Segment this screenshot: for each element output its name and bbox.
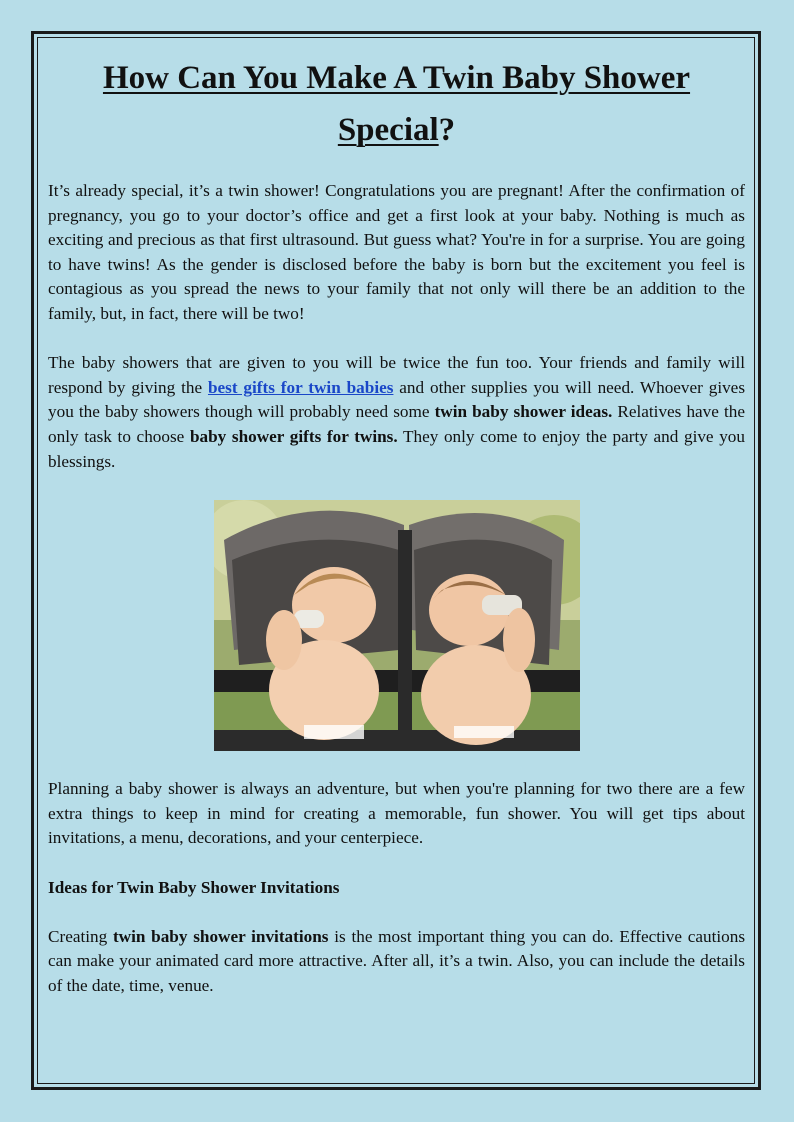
text-run: Relatives have the only task to choose xyxy=(48,402,745,446)
showers-paragraph xyxy=(48,351,745,474)
twin-babies-stroller-photo xyxy=(214,500,580,751)
page-title-text: How Can You Make A Twin Baby Shower Special xyxy=(102,60,691,148)
photo-container xyxy=(48,500,745,751)
article xyxy=(48,48,745,998)
bold-phrase: twin baby shower invitations xyxy=(112,926,329,946)
page-title xyxy=(48,52,745,156)
section-heading-invitations: Ideas for Twin Baby Shower Invitations xyxy=(48,877,340,897)
text-run: The baby showers that are given to you will be twice the fun too. Your friends and family will respond by giving the xyxy=(48,353,745,397)
best-gifts-link[interactable]: best gifts for twin babies xyxy=(207,377,394,397)
bold-phrase: twin baby shower ideas. xyxy=(434,402,613,422)
text-run: and other supplies you will need. Whoever gives you the baby showers though will probably need some xyxy=(48,377,746,422)
text-run: Creating xyxy=(48,926,113,946)
text-run: They only come to enjoy the party and give you blessings. xyxy=(48,426,745,471)
text-run: is the most important thing you can do. Effective cautions can make your animated card more attractive. After all, it’s a twin. Also, you can include the details of the date, time, venue. xyxy=(48,926,746,995)
page-title-suffix: ? xyxy=(438,112,456,148)
planning-paragraph: Planning a baby shower is always an adventure, but when you're planning for two there are a few extra things to keep in mind for creating a memorable, fun shower. You will get tips about invitations, a menu, decorations, and your centerpiece. xyxy=(48,779,745,848)
bold-phrase: baby shower gifts for twins. xyxy=(189,426,398,446)
intro-paragraph: It’s already special, it’s a twin shower! Congratulations you are pregnant! After the confirmation of pregnancy, you go to your doctor’s office and get a first look at your baby. Nothing is much as exciting and precious as that first ultrasound. But guess what? You're in for a surprise. You are going to have twins! As the gender is disclosed before the baby is born but the excitement you feel is contagious as you spread the news to your family that not only will there be an addition to the family, but, in fact, there will be two! xyxy=(48,181,745,323)
invitations-paragraph xyxy=(48,925,745,999)
